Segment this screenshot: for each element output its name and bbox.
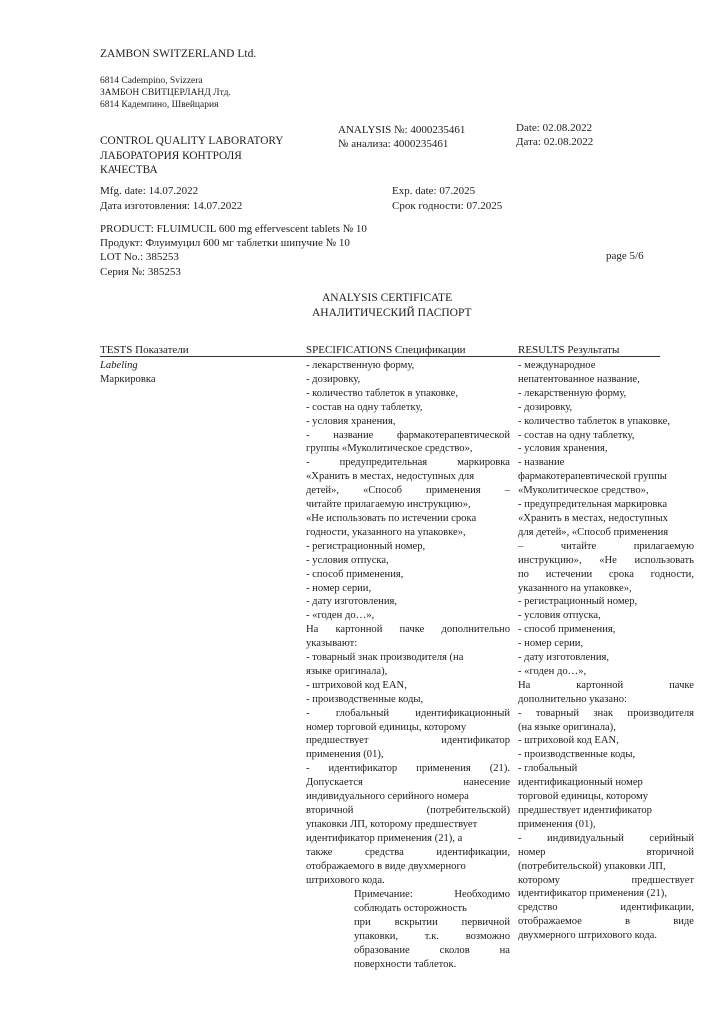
header-rule	[100, 356, 660, 357]
text-line: - производственные коды,	[518, 749, 636, 761]
text-line: - регистрационный номер,	[518, 596, 638, 608]
address-line: 6814 Cadempino, Svizzera	[100, 76, 203, 86]
text-line: - лекарственную форму,	[306, 360, 415, 371]
text-line: - дату изготовления,	[306, 596, 398, 608]
text-line: дополнительно указано:	[518, 693, 627, 705]
date-ru: Дата: 02.08.2022	[516, 136, 594, 148]
text-line: годности, указанного на упаковке»,	[306, 526, 466, 538]
text-line: номер торговой единицы, которому	[306, 721, 467, 733]
text-line: - способ применения,	[518, 624, 616, 636]
text-line: - глобальный идентификационный	[306, 707, 510, 719]
page-number: page 5/6	[606, 250, 644, 262]
text-line: фармакотерапевтической группы	[518, 471, 667, 483]
text-line: (потребительской) упаковки ЛП,	[518, 860, 666, 872]
text-line: читайте прилагаемую инструкцию»,	[306, 499, 471, 511]
certificate-title-ru: АНАЛИТИЧЕСКИЙ ПАСПОРТ	[312, 307, 472, 319]
specification-note	[354, 888, 510, 971]
text-line: - дату изготовления,	[518, 652, 610, 664]
text-line: - идентификатор применения (21).	[306, 763, 510, 775]
text-line: - лекарственную форму,	[518, 387, 627, 399]
text-line: - условия отпуска,	[518, 610, 601, 622]
text-line: номер вторичной	[518, 846, 694, 858]
mfg-en: Mfg. date: 14.07.2022	[100, 185, 199, 197]
text-line: - товарный знак производителя	[518, 707, 694, 719]
text-line: инструкцию», «Не использовать	[518, 554, 694, 566]
text-line: идентификатор применения (21),	[518, 888, 667, 900]
text-line: - номер серии,	[306, 582, 372, 594]
exp-date	[392, 184, 502, 214]
mfg-date	[100, 184, 242, 214]
lab-line: ЛАБОРАТОРИЯ КОНТРОЛЯ	[100, 149, 242, 162]
test-name-en: Labeling	[100, 360, 138, 371]
mfg-ru: Дата изготовления: 14.07.2022	[100, 200, 243, 212]
text-line: предшествует идентификатор	[518, 805, 652, 816]
text-line: образование сколов на	[354, 944, 510, 956]
product-ru: Продукт: Флуимуцил 600 мг таблетки шипучие № 10	[100, 237, 350, 250]
text-line: - состав на одну таблетку,	[518, 429, 635, 441]
text-line: Допускается нанесение	[306, 777, 510, 789]
text-line: - предупредительная маркировка	[518, 499, 668, 511]
column-header-tests: TESTS Показатели	[100, 344, 189, 356]
text-line: - дозировку,	[518, 401, 573, 413]
text-line: - условия хранения,	[306, 415, 396, 427]
text-line: для детей», «Способ применения	[518, 526, 669, 538]
text-line: - номер серии,	[518, 638, 584, 650]
text-line: средство идентификации,	[518, 902, 694, 914]
test-name-ru: Маркировка	[100, 373, 156, 385]
text-line: - международное	[518, 360, 596, 371]
lot-ru: Серия №: 385253	[100, 265, 181, 278]
lot-en: LOT No.: 385253	[100, 251, 179, 264]
text-line: - производственные коды,	[306, 693, 424, 705]
text-line: «Не использовать по истечении срока	[306, 512, 477, 524]
text-line: - количество таблеток в упаковке,	[518, 415, 671, 427]
text-line: - количество таблеток в упаковке,	[306, 387, 459, 399]
analysis-date	[516, 121, 593, 149]
text-line: применения (01),	[306, 749, 384, 761]
text-line: - название фармакотерапевтической	[306, 429, 510, 441]
text-line: также средства идентификации,	[306, 846, 510, 858]
text-line: «Хранить в местах, недоступных	[518, 512, 668, 524]
text-line: – читайте прилагаемую	[518, 540, 694, 552]
text-line: (на языке оригинала),	[518, 721, 616, 733]
lab-name	[100, 134, 283, 178]
lab-line: КАЧЕСТВА	[100, 164, 158, 176]
text-line: указанного на упаковке»,	[518, 582, 632, 594]
specifications-column	[306, 359, 510, 887]
text-line: соблюдать осторожность	[354, 902, 467, 914]
text-line: - способ применения,	[306, 568, 404, 580]
text-line: - состав на одну таблетку,	[306, 401, 423, 413]
text-line: - индивидуальный серийный	[518, 832, 694, 844]
text-line: языке оригинала),	[306, 665, 388, 677]
text-line: отображаемое в виде	[518, 916, 694, 928]
test-name	[100, 359, 156, 387]
text-line: идентификационный номер	[518, 777, 643, 789]
address-line: ЗАМБОН СВИТЦЕРЛАНД Лтд.	[100, 87, 231, 98]
text-line: упаковки, т.к. возможно	[354, 930, 510, 942]
text-line: На картонной пачке	[518, 679, 694, 691]
text-line: - дозировку,	[306, 373, 361, 385]
text-line: «Муколитическое средство»,	[518, 485, 649, 497]
analysis-en: ANALYSIS №: 4000235461	[338, 124, 466, 136]
text-line: по истечении срока годности,	[518, 568, 694, 580]
text-line: На картонной пачке дополнительно	[306, 624, 510, 636]
analysis-number	[338, 123, 465, 151]
product-info	[100, 222, 367, 279]
text-line: группы «Муколитическое средство»,	[306, 443, 473, 455]
results-column	[518, 359, 694, 943]
text-line: поверхности таблеток.	[354, 958, 457, 970]
text-line: штрихового кода.	[306, 874, 385, 886]
text-line: - условия хранения,	[518, 443, 608, 455]
text-line: «Хранить в местах, недоступных для	[306, 471, 475, 483]
text-line: - товарный знак производителя (на	[306, 652, 464, 664]
text-line: отображаемого в виде двухмерного	[306, 860, 466, 872]
text-line: - регистрационный номер,	[306, 540, 426, 552]
text-line: применения (01),	[518, 818, 596, 830]
text-line: - «годен до…»,	[518, 665, 587, 677]
text-line: указывают:	[306, 638, 358, 650]
company-name: ZAMBON SWITZERLAND Ltd.	[100, 48, 257, 60]
text-line: торговой единицы, которому	[518, 791, 648, 803]
text-line: которому предшествует	[518, 874, 694, 886]
exp-en: Exp. date: 07.2025	[392, 185, 476, 197]
column-header-specifications: SPECIFICATIONS Спецификации	[306, 344, 466, 356]
text-line: непатентованное название,	[518, 373, 640, 385]
text-line: - название	[518, 457, 565, 469]
address-line: 6814 Кадемпино, Швейцария	[100, 99, 219, 110]
text-line: - «годен до…»,	[306, 610, 375, 622]
text-line: идентификатор применения (21), а	[306, 832, 463, 844]
text-line: - штриховой код EAN,	[306, 679, 407, 691]
text-line: упаковки ЛП, которому предшествует	[306, 818, 478, 830]
text-line: - условия отпуска,	[306, 554, 389, 566]
text-line: - предупредительная маркировка	[306, 457, 510, 469]
text-line: двухмерного штрихового кода.	[518, 930, 657, 942]
text-line: Примечание: Необходимо	[354, 889, 510, 900]
column-header-results: RESULTS Результаты	[518, 344, 620, 356]
text-line: предшествует идентификатор	[306, 735, 510, 747]
product-en: PRODUCT: FLUIMUCIL 600 mg effervescent tablets № 10	[100, 223, 367, 235]
analysis-ru: № анализа: 4000235461	[338, 138, 449, 150]
company-address	[100, 76, 231, 111]
text-line: детей», «Способ применения –	[306, 485, 510, 497]
text-line: индивидуального серийного номера	[306, 791, 469, 803]
text-line: при вскрытии первичной	[354, 916, 510, 928]
text-line: - глобальный	[518, 763, 578, 775]
date-en: Date: 02.08.2022	[516, 122, 593, 134]
text-line: - штриховой код EAN,	[518, 735, 619, 747]
certificate-title-en: ANALYSIS CERTIFICATE	[322, 292, 453, 304]
text-line: вторичной (потребительской)	[306, 805, 510, 816]
lab-line: CONTROL QUALITY LABORATORY	[100, 135, 284, 147]
exp-ru: Срок годности: 07.2025	[392, 200, 503, 212]
